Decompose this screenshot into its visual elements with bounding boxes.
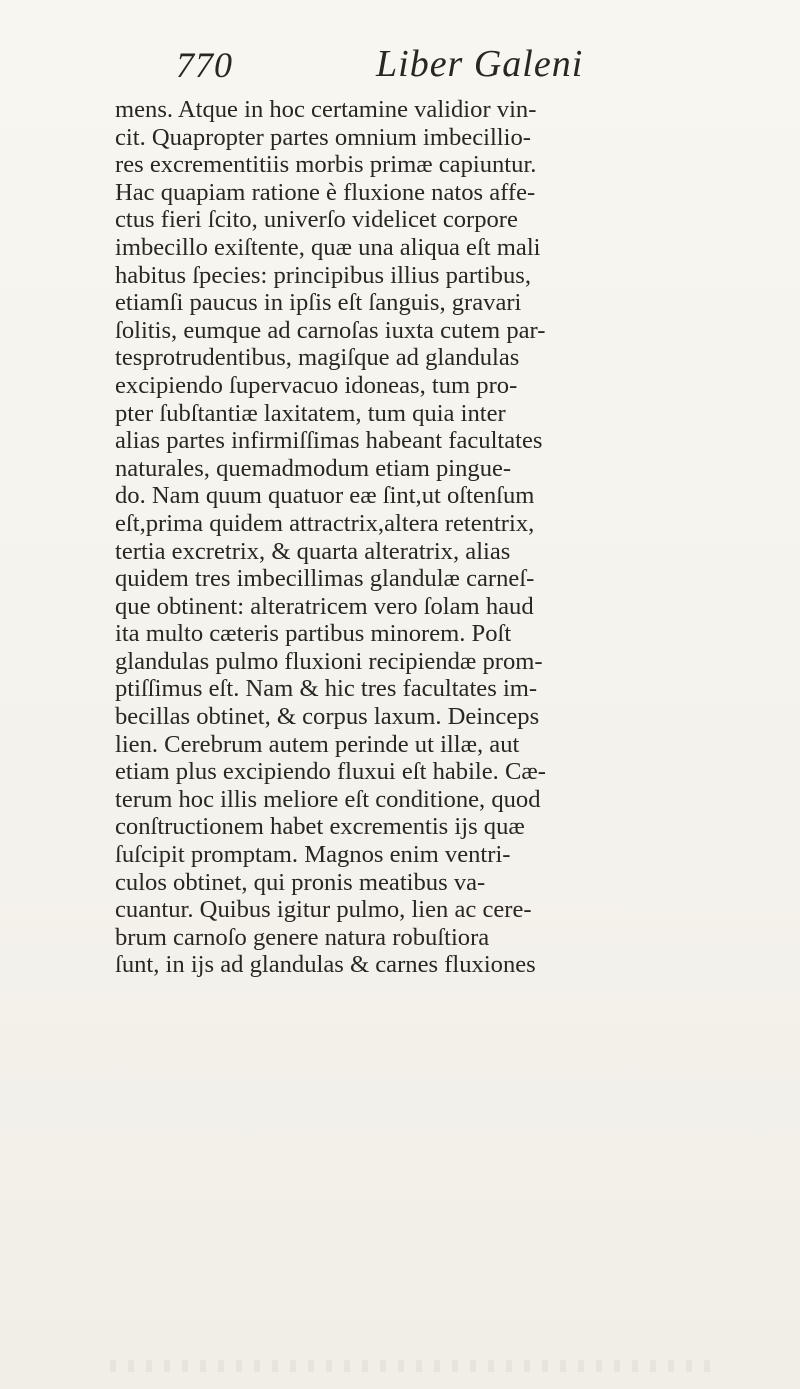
text-line: Hac quapiam ratione è fluxione natos affe- <box>115 178 536 206</box>
page-number: 770 <box>176 45 233 85</box>
running-title: Liber Galeni <box>376 43 584 85</box>
running-head <box>176 38 736 98</box>
text-line: excipiendo ſupervacuo idoneas, tum pro- <box>115 371 518 399</box>
text-line: ptiſſimus eſt. Nam & hic tres facultates im- <box>115 675 538 703</box>
text-line: res excrementitiis morbis primæ capiuntur. <box>115 151 537 179</box>
text-line: cit. Quapropter partes omnium imbecillio- <box>115 123 531 151</box>
text-line: ctus fieri ſcito, univerſo videlicet corpore <box>115 206 518 234</box>
text-line: habitus ſpecies: principibus illius partibus, <box>115 261 531 289</box>
text-line: mens. Atque in hoc certamine validior vin- <box>115 96 537 123</box>
text-line: etiam plus excipiendo fluxui eſt habile. Cæ- <box>115 758 546 786</box>
text-line: pter ſubſtantiæ laxitatem, tum quia inter <box>115 399 506 427</box>
text-line: ſuſcipit promptam. Magnos enim ventri- <box>115 841 511 869</box>
text-line: quidem tres imbecillimas glandulæ carneſ- <box>115 565 535 593</box>
body-text <box>115 96 800 979</box>
bottom-print-smudge <box>110 1360 710 1372</box>
text-line: conſtructionem habet excrementis ijs quæ <box>115 813 525 841</box>
text-line: que obtinent: alteratricem vero ſolam haud <box>115 592 534 620</box>
text-line: tesprotrudentibus, magiſque ad glandulas <box>115 344 520 372</box>
text-line: tertia excretrix, & quarta alteratrix, alias <box>115 537 511 565</box>
text-line: brum carnoſo genere natura robuſtiora <box>115 923 490 951</box>
text-line: terum hoc illis meliore eſt conditione, quod <box>115 785 541 813</box>
text-line: ſolitis, eumque ad carnoſas iuxta cutem par- <box>115 316 546 344</box>
text-line: becillas obtinet, & corpus laxum. Deinceps <box>115 703 540 731</box>
text-line: ſunt, in ijs ad glandulas & carnes fluxiones <box>115 951 536 979</box>
text-line: lien. Cerebrum autem perinde ut illæ, aut <box>115 730 520 758</box>
text-line: eſt,prima quidem attractrix,altera retentrix, <box>115 509 535 537</box>
text-line: cuantur. Quibus igitur pulmo, lien ac cere- <box>115 896 532 924</box>
text-line: etiamſi paucus in ipſis eſt ſanguis, gravari <box>115 289 522 317</box>
text-line: glandulas pulmo fluxioni recipiendæ prom- <box>115 647 543 675</box>
text-line: alias partes infirmiſſimas habeant facultates <box>115 427 543 455</box>
text-line: imbecillo exiſtente, quæ una aliqua eſt mali <box>115 233 541 261</box>
text-line: do. Nam quum quatuor eæ ſint,ut oſtenſum <box>115 482 535 510</box>
text-line: ita multo cæteris partibus minorem. Poſt <box>115 620 512 648</box>
text-line: naturales, quemadmodum etiam pingue- <box>115 454 512 482</box>
text-line: culos obtinet, qui pronis meatibus va- <box>115 868 486 896</box>
